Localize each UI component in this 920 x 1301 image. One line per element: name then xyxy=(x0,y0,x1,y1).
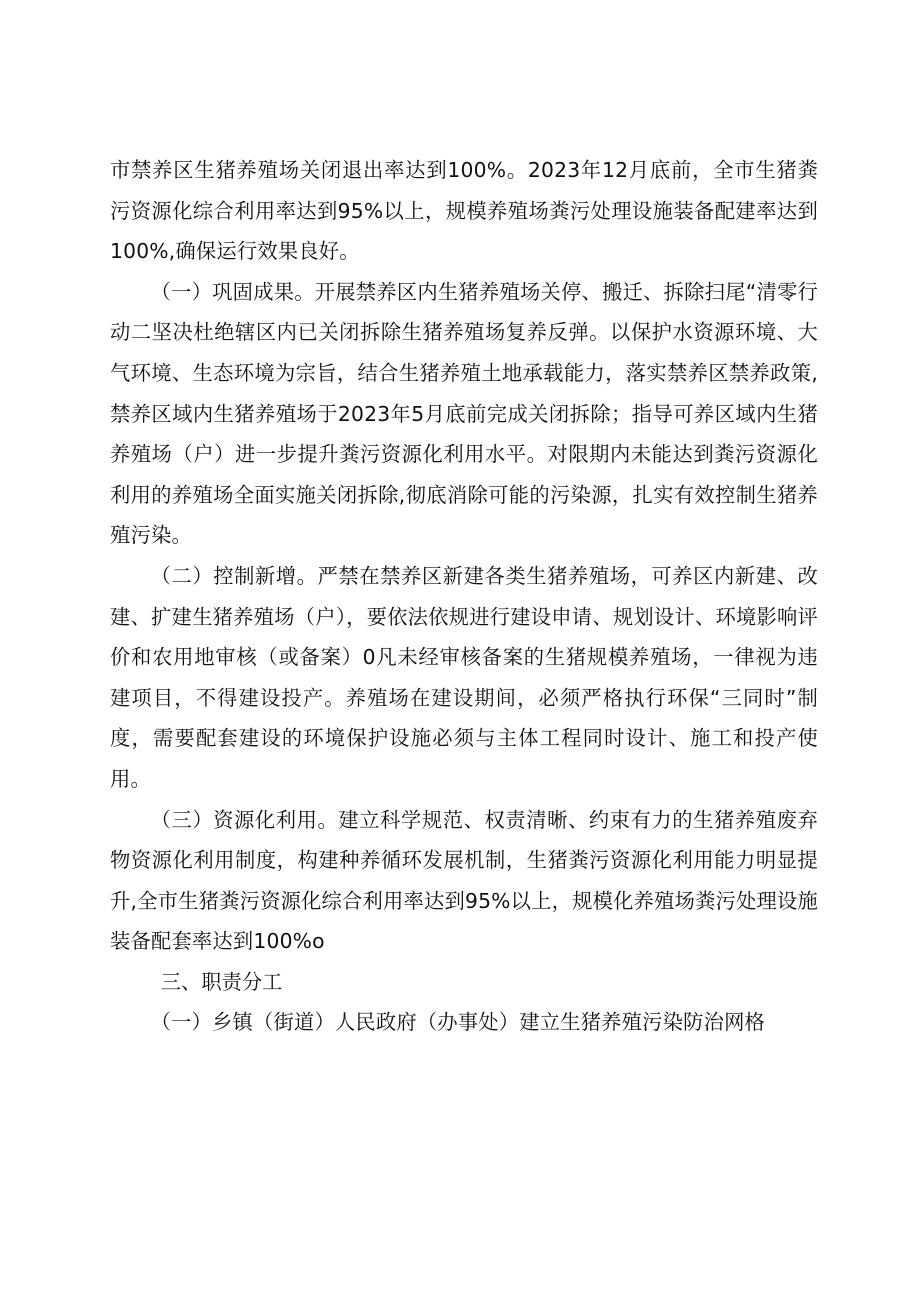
document-body xyxy=(110,150,818,1043)
paragraph-consolidate-results: （一）巩固成果。开展禁养区内生猪养殖场关停、搬迁、拆除扫尾“清零行动二坚决杜绝辖区内已关闭拆除生猪养殖场复养反弹。以保护水资源环境、大气环境、生态环境为宗旨，结合生猪养殖土地承载能力，落实禁养区禁养政策,禁养区域内生猪养殖场于2023年5月底前完成关闭拆除；指导可养区域内生猪养殖场（户）进一步提升粪污资源化利用水平。对限期内未能达到粪污资源化利用的养殖场全面实施关闭拆除,彻底消除可能的污染源，扎实有效控制生猪养殖污染。 xyxy=(110,279,818,548)
paragraph-town-government: （一）乡镇（街道）人民政府（办事处）建立生猪养殖污染防治网格 xyxy=(150,1010,766,1035)
paragraph-control-new: （二）控制新增。严禁在禁养区新建各类生猪养殖场，可养区内新建、改建、扩建生猪养殖场（户），要依法依规进行建设申请、规划设计、环境影响评价和农用地审核（或备案）0凡未经审核备案的生猪规模养殖场，一律视为违建项目，不得建设投产。养殖场在建设期间，必须严格执行环保“三同时”制度，需要配套建设的环境保护设施必须与主体工程同时设计、施工和投产使用。 xyxy=(110,563,818,791)
paragraph-continuation: 市禁养区生猪养殖场关闭退出率达到100%。2023年12月底前，全市生猪粪污资源化综合利用率达到95%以上，规模养殖场粪污处理设施装备配建率达到100%,确保运行效果良好。 xyxy=(110,158,818,264)
section-heading: 三、职责分工 xyxy=(160,969,283,994)
paragraph-resource-utilization: （三）资源化利用。建立科学规范、权责清晰、约束有力的生猪养殖废弃物资源化利用制度，构建种养循环发展机制，生猪粪污资源化利用能力明显提升,全市生猪粪污资源化综合利用率达到95%以上，规模化养殖场粪污处理设施装备配套率达到100%o xyxy=(110,807,818,954)
